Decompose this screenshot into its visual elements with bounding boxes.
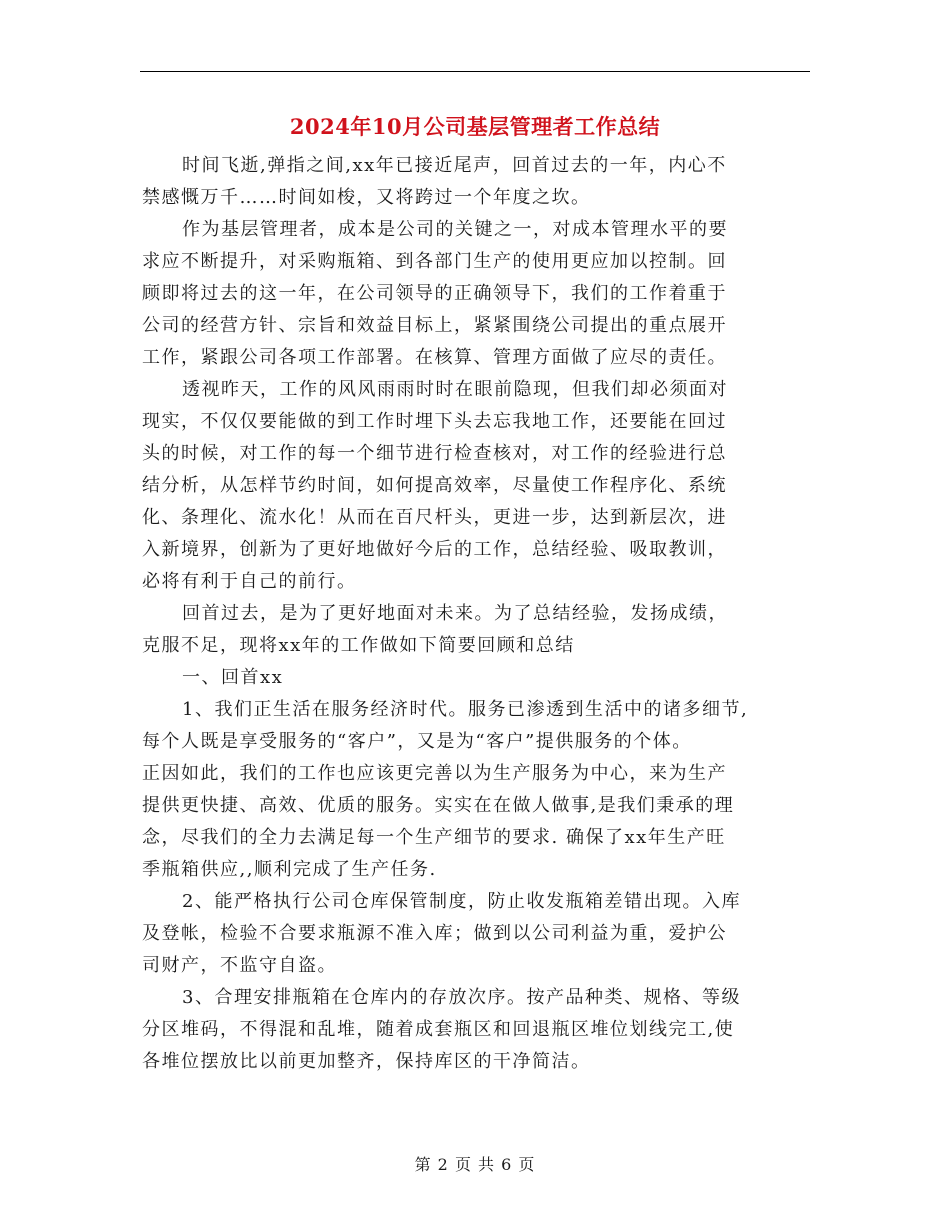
text-line: 回首过去，是为了更好地面对未来。为了总结经验，发扬成绩， <box>182 603 728 624</box>
text-line: 提供更快捷、高效、优质的服务。实实在在做人做事,是我们秉承的理 <box>142 795 735 816</box>
text-line: 公司的经营方针、宗旨和效益目标上，紧紧围绕公司提出的重点展开 <box>142 315 727 336</box>
text-line: 正因如此，我们的工作也应该更完善以为生产服务为中心，来为生产 <box>142 763 727 784</box>
text-line: 顾即将过去的这一年，在公司领导的正确领导下，我们的工作着重于 <box>142 283 727 304</box>
text-line: 2、能严格执行公司仓库保管制度，防止收发瓶箱差错出现。入库 <box>182 891 741 912</box>
page-footer <box>0 1155 950 1175</box>
text-line: 化、条理化、流水化！从而在百尺杆头，更进一步，达到新层次，进 <box>142 507 727 528</box>
text-line: 求应不断提升，对采购瓶箱、到各部门生产的使用更应加以控制。回 <box>142 251 727 272</box>
text-line: 分区堆码，不得混和乱堆，随着成套瓶区和回退瓶区堆位划线完工,使 <box>142 1019 735 1040</box>
document-body <box>142 150 812 1078</box>
text-line: 3、合理安排瓶箱在仓库内的存放次序。按产品种类、规格、等级 <box>182 987 741 1008</box>
text-line: 禁感慨万千……时间如梭，又将跨过一个年度之坎。 <box>142 187 591 208</box>
text-line: 工作，紧跟公司各项工作部署。在核算、管理方面做了应尽的责任。 <box>142 347 727 368</box>
paragraph <box>142 982 812 1078</box>
paragraph <box>142 694 812 886</box>
paragraph <box>142 150 812 214</box>
text-line: 每个人既是享受服务的“客户”，又是为“客户”提供服务的个体。 <box>142 731 692 752</box>
text-line: 及登帐，检验不合要求瓶源不准入库；做到以公司利益为重，爱护公 <box>142 923 727 944</box>
text-line: 结分析，从怎样节约时间，如何提高效率，尽量使工作程序化、系统 <box>142 475 727 496</box>
text-line: 时间飞逝,弹指之间,xx年已接近尾声，回首过去的一年，内心不 <box>182 155 727 176</box>
text-line: 季瓶箱供应,,顺利完成了生产任务. <box>142 859 437 880</box>
paragraph <box>142 214 812 374</box>
text-line: 必将有利于自己的前行。 <box>142 571 357 592</box>
text-line: 作为基层管理者，成本是公司的关键之一，对成本管理水平的要 <box>182 219 728 240</box>
page-number-label: 第 2 页 共 6 页 <box>414 1155 536 1174</box>
paragraph <box>142 662 812 694</box>
paragraph <box>142 374 812 598</box>
text-line: 现实，不仅仅要能做的到工作时埋下头去忘我地工作，还要能在回过 <box>142 411 727 432</box>
text-line: 一、回首xx <box>182 667 284 688</box>
document-title: 2024年10月公司基层管理者工作总结 <box>289 114 661 139</box>
header-rule <box>140 71 810 72</box>
text-line: 透视昨天，工作的风风雨雨时时在眼前隐现，但我们却必须面对 <box>182 379 728 400</box>
text-line: 1、我们正生活在服务经济时代。服务已渗透到生活中的诸多细节, <box>182 699 749 720</box>
text-line: 司财产，不监守自盗。 <box>142 955 337 976</box>
text-line: 入新境界，创新为了更好地做好今后的工作，总结经验、吸取教训， <box>142 539 727 560</box>
text-line: 克服不足，现将xx年的工作做如下简要回顾和总结 <box>142 635 575 656</box>
paragraph <box>142 886 812 982</box>
text-line: 各堆位摆放比以前更加整齐，保持库区的干净简洁。 <box>142 1051 591 1072</box>
paragraph <box>142 598 812 662</box>
text-line: 念，尽我们的全力去满足每一个生产细节的要求. 确保了xx年生产旺 <box>142 827 726 848</box>
text-line: 头的时候，对工作的每一个细节进行检查核对，对工作的经验进行总 <box>142 443 727 464</box>
